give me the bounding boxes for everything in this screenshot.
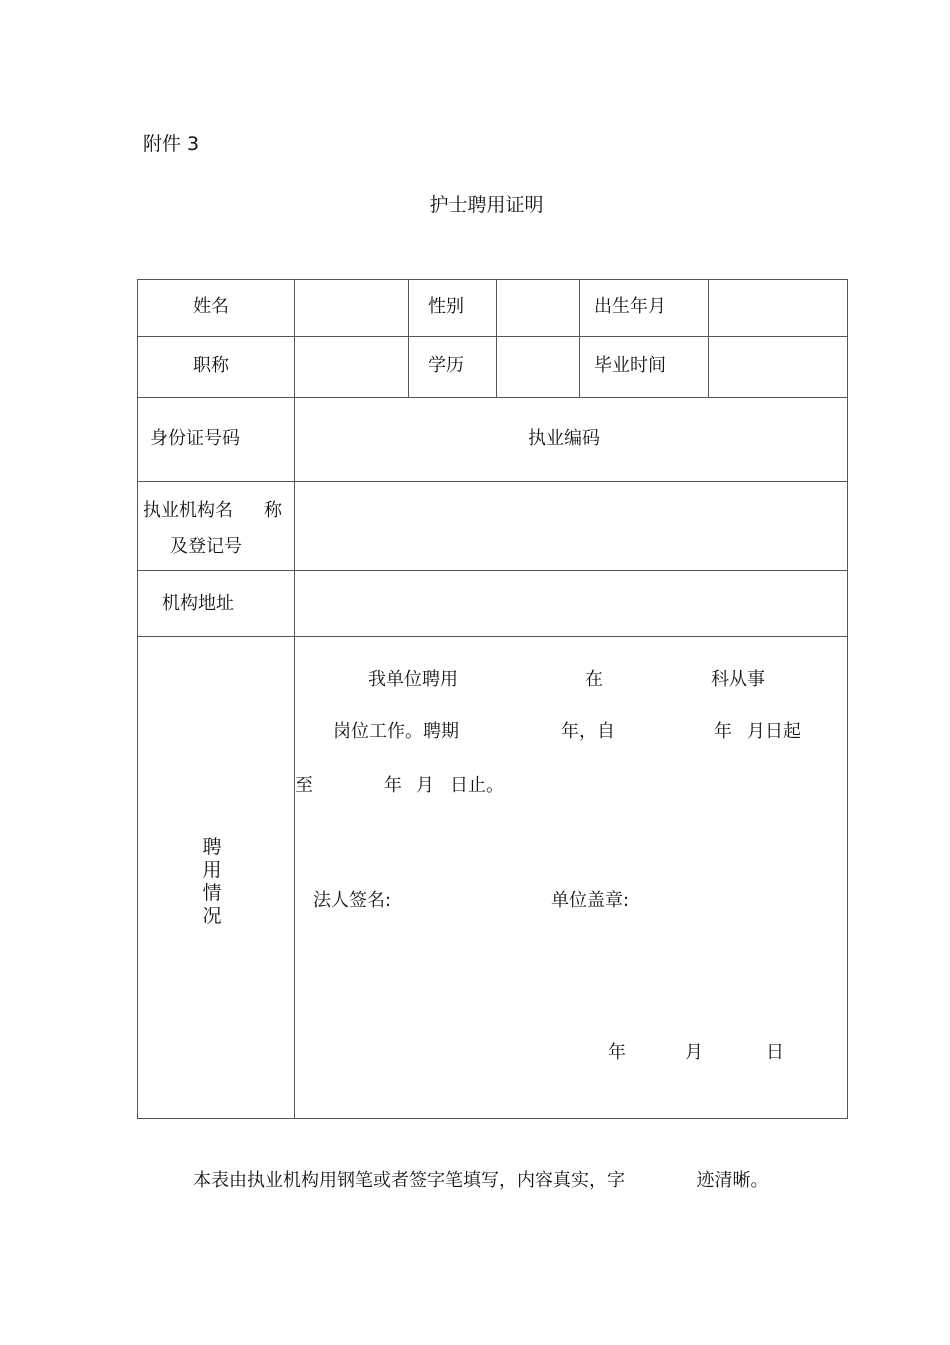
birth-field[interactable] — [709, 280, 847, 336]
employment-char: 聘 — [202, 836, 222, 858]
graduation-field[interactable] — [709, 337, 847, 397]
institution-label-line2: 及登记号 — [170, 536, 242, 557]
birth-label: 出生年月 — [594, 296, 666, 317]
body-text: 在 — [585, 669, 603, 690]
date-month-label: 月 — [685, 1042, 703, 1063]
institution-field[interactable] — [295, 482, 847, 570]
body-text: 我单位聘用 — [368, 669, 458, 690]
employment-label — [201, 836, 223, 928]
employment-char: 用 — [202, 859, 222, 881]
body-text: 年，自 — [561, 721, 615, 742]
page-title: 护士聘用证明 — [429, 194, 544, 216]
date-day-label: 日 — [766, 1042, 784, 1063]
address-label: 机构地址 — [162, 593, 234, 614]
title-field[interactable] — [295, 337, 408, 397]
body-text: 年 — [714, 721, 732, 742]
employment-char: 况 — [202, 905, 222, 927]
body-text: 月日起 — [747, 721, 801, 742]
gender-field[interactable] — [497, 280, 579, 336]
employment-char: 情 — [202, 882, 222, 904]
table-border-left — [137, 279, 138, 1119]
education-label: 学历 — [428, 355, 464, 376]
body-text: 至 — [295, 775, 313, 796]
body-text: 年 — [384, 775, 402, 796]
title-label: 职称 — [193, 355, 229, 376]
footer-note — [193, 1166, 768, 1192]
body-text: 月 — [416, 775, 434, 796]
table-col-divider — [294, 279, 295, 1119]
attachment-label: 附件 3 — [143, 133, 200, 155]
id-number-label: 身份证号码 — [150, 428, 240, 449]
footer-note-text: 本表由执业机构用钢笔或者签字笔填写，内容真实，字 — [193, 1170, 625, 1191]
footer-note-text: 迹清晰。 — [696, 1170, 769, 1191]
body-text: 岗位工作。聘期 — [333, 721, 459, 742]
name-field[interactable] — [295, 280, 408, 336]
body-text: 科从事 — [711, 669, 765, 690]
graduation-label: 毕业时间 — [594, 355, 666, 376]
table-row-divider — [137, 636, 848, 637]
education-field[interactable] — [497, 337, 579, 397]
gender-label: 性别 — [428, 296, 464, 317]
table-col-divider — [408, 279, 409, 398]
body-text: 日止。 — [450, 775, 504, 796]
table-row-divider — [137, 397, 848, 398]
institution-label-gap: 称 — [264, 500, 282, 521]
address-field[interactable] — [295, 571, 847, 636]
table-border-right — [847, 279, 848, 1119]
table-border-bottom — [137, 1118, 848, 1119]
legal-signature-label: 法人签名: — [313, 890, 392, 911]
license-code-label: 执业编码 — [528, 428, 600, 449]
institution-label-line1: 执业机构名 — [143, 500, 233, 521]
date-year-label: 年 — [608, 1042, 626, 1063]
name-label: 姓名 — [193, 296, 229, 317]
unit-seal-label: 单位盖章: — [551, 890, 630, 911]
table-col-divider — [579, 279, 580, 398]
